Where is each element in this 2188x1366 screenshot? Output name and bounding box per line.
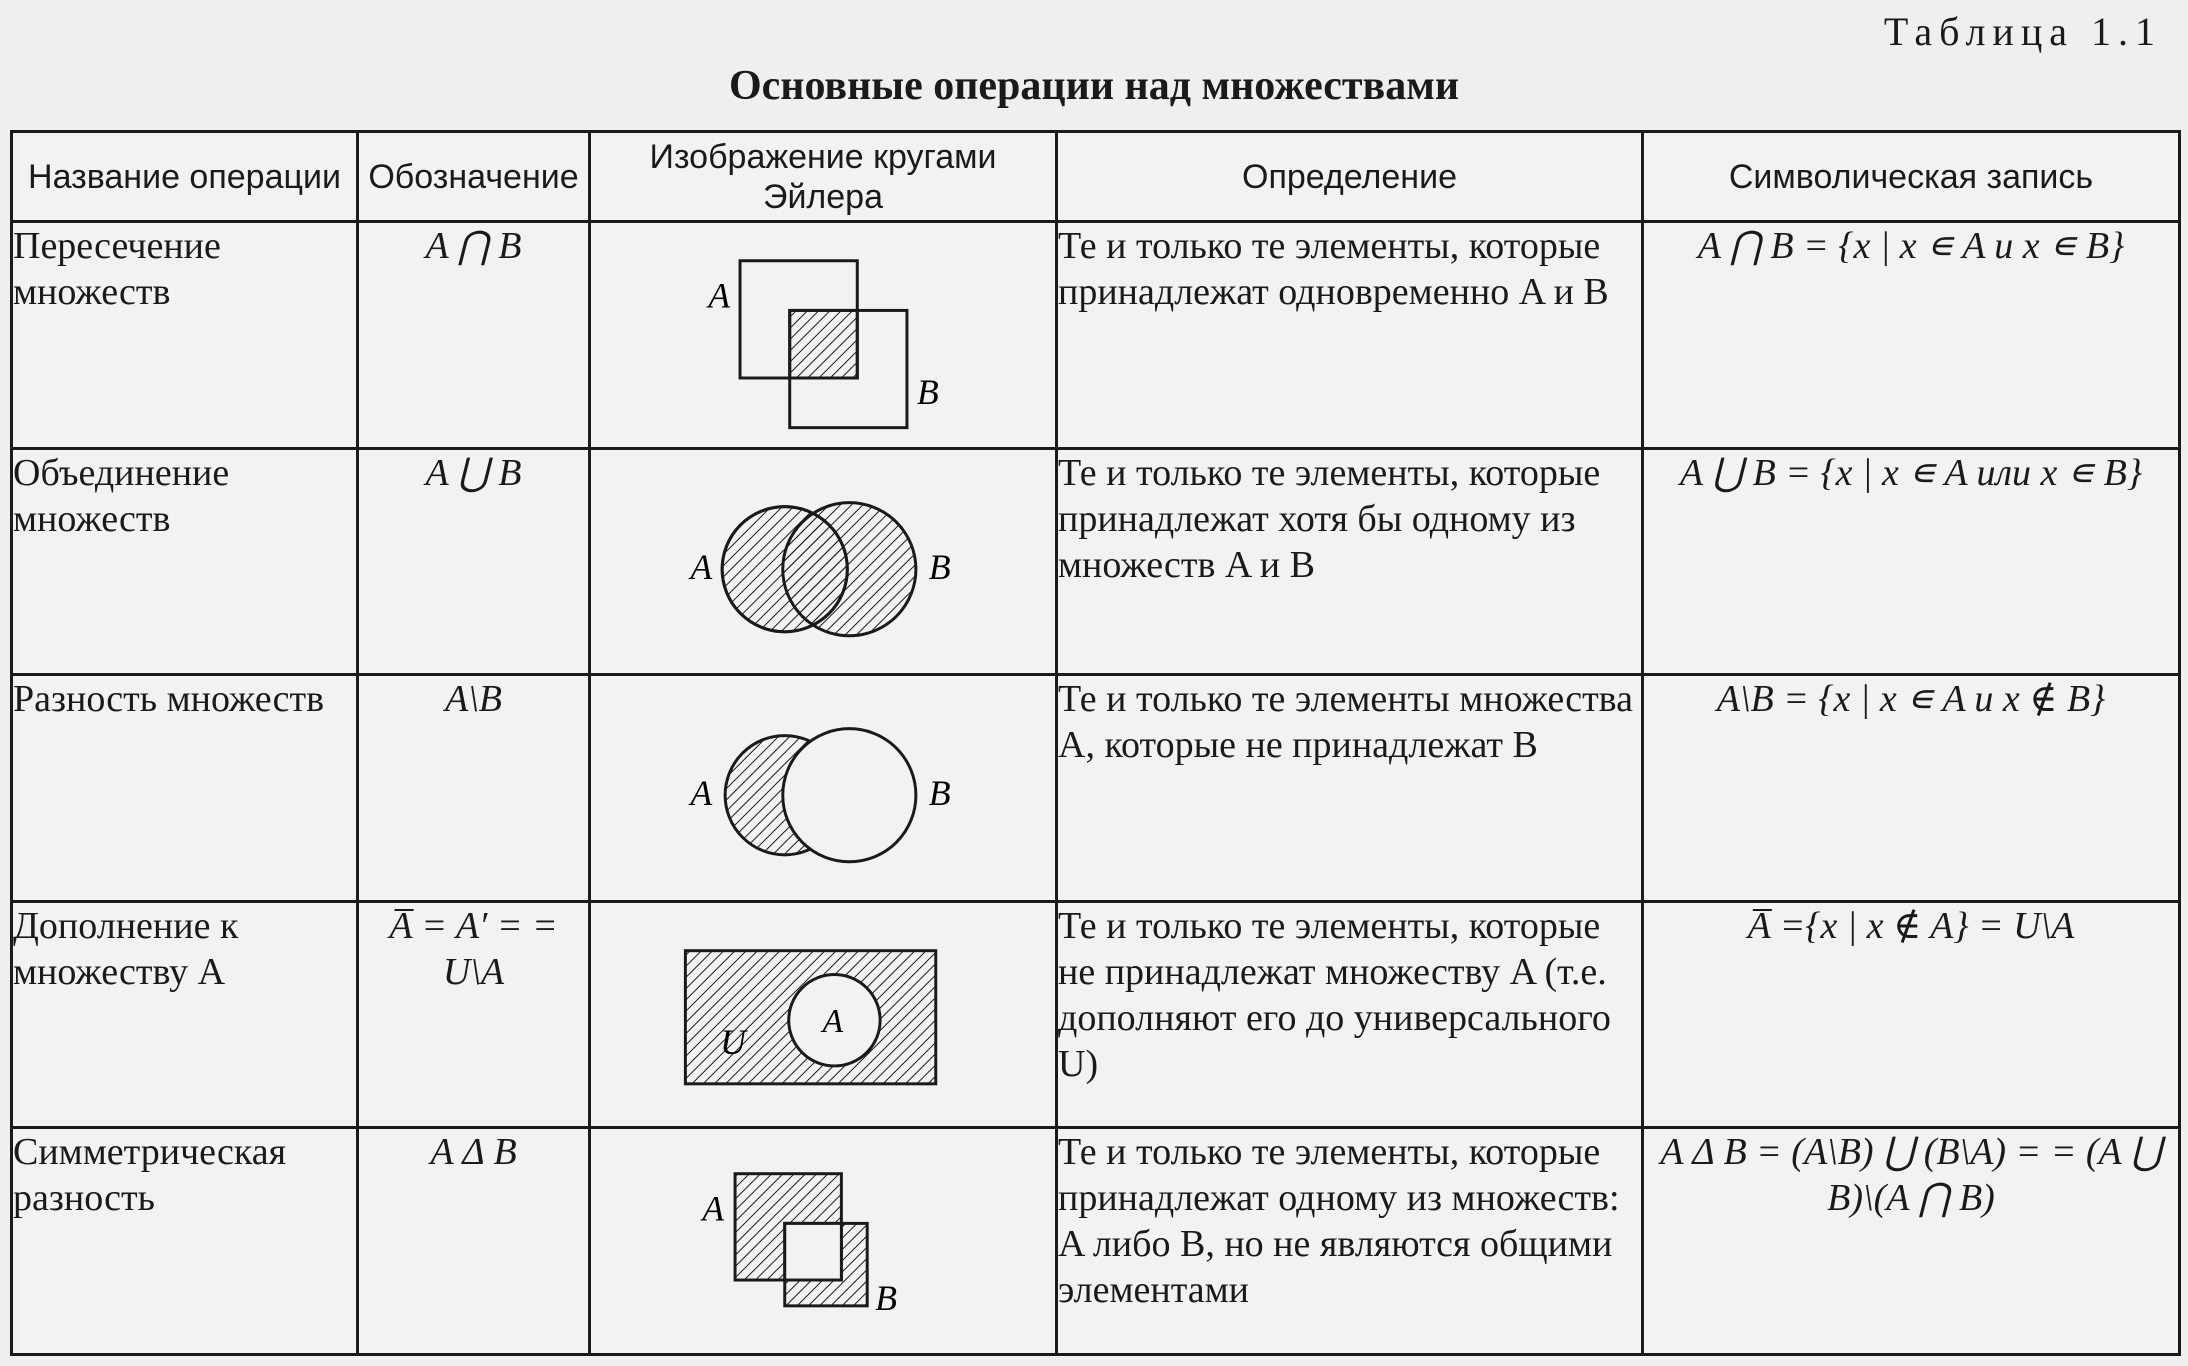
label-u: U (720, 1021, 746, 1062)
symmetric-difference-diagram (591, 1129, 1055, 1353)
set-operations-table (10, 130, 2181, 1356)
intersection-region (790, 310, 858, 378)
euler-diagram-symmetric-difference (590, 1128, 1057, 1355)
label-b: B (928, 546, 951, 587)
operation-definition: Те и только те элементы, которые принадлежат одновременно A и B (1057, 222, 1643, 449)
set-b-circle (783, 729, 916, 862)
table-number-label: Таблица 1.1 (1883, 9, 2162, 54)
operation-name: Объединение множеств (12, 448, 358, 675)
header-definition: Определение (1057, 132, 1643, 222)
complement-diagram (591, 903, 1055, 1127)
operation-name: Дополнение к множеству A (12, 901, 358, 1128)
intersection-diagram (591, 223, 1055, 447)
operation-definition: Те и только те элементы множества A, которые не принадлежат B (1057, 675, 1643, 902)
operation-name: Разность множеств (12, 675, 358, 902)
header-row (12, 132, 2180, 222)
symbolic-notation: A̅ ={x | x ∉ A} = U\A (1643, 901, 2180, 1128)
label-a: A (690, 546, 713, 587)
operation-definition: Те и только те элементы, которые принадлежат хотя бы одному из множеств A и B (1057, 448, 1643, 675)
label-a: A (690, 773, 713, 814)
header-notation: Обозначение (358, 132, 590, 222)
table-row (12, 222, 2180, 449)
table-row (12, 448, 2180, 675)
set-b-circle (783, 502, 916, 635)
operation-notation: A̅ = A′ = = U\A (358, 901, 590, 1128)
symbolic-notation: A Δ B = (A\B) ⋃ (B\A) = = (A ⋃ B)\(A ⋂ B) (1643, 1128, 2180, 1355)
common-region (785, 1224, 842, 1281)
operation-name: Симметрическая разность (12, 1128, 358, 1355)
euler-diagram-union (590, 448, 1057, 675)
operation-notation: A ⋂ B (358, 222, 590, 449)
table-row (12, 901, 2180, 1128)
euler-diagram-difference (590, 675, 1057, 902)
operation-definition: Те и только те элементы, которые не принадлежат множеству A (т.е. дополняют его до универсального U) (1057, 901, 1643, 1128)
euler-diagram-complement (590, 901, 1057, 1128)
difference-diagram (591, 676, 1055, 900)
header-name: Название операции (12, 132, 358, 222)
label-a: A (708, 275, 731, 316)
operation-definition: Те и только те элементы, которые принадлежат одному из множеств: A либо B, но не являются общими элементами (1057, 1128, 1643, 1355)
label-a: A (822, 1002, 844, 1040)
label-b: B (875, 1278, 898, 1319)
operation-notation: A ⋃ B (358, 448, 590, 675)
table-title: Основные операции над множествами (728, 63, 1460, 109)
label-a: A (702, 1188, 725, 1229)
symbolic-notation: A ⋃ B = {x | x ∊ A или x ∊ B} (1643, 448, 2180, 675)
operation-name: Пересечение множеств (12, 222, 358, 449)
symbolic-notation: A ⋂ B = {x | x ∊ A и x ∊ B} (1643, 222, 2180, 449)
euler-diagram-intersection (590, 222, 1057, 449)
header-euler: Изображение кругами Эйлера (590, 132, 1057, 222)
symbolic-notation: A\B = {x | x ∊ A и x ∉ B} (1643, 675, 2180, 902)
union-diagram (591, 450, 1055, 674)
operation-notation: A Δ B (358, 1128, 590, 1355)
label-b: B (916, 371, 939, 412)
table-row (12, 675, 2180, 902)
label-b: B (928, 773, 951, 814)
table-row (12, 1128, 2180, 1355)
operation-notation: A\B (358, 675, 590, 902)
header-symbolic: Символическая запись (1643, 132, 2180, 222)
